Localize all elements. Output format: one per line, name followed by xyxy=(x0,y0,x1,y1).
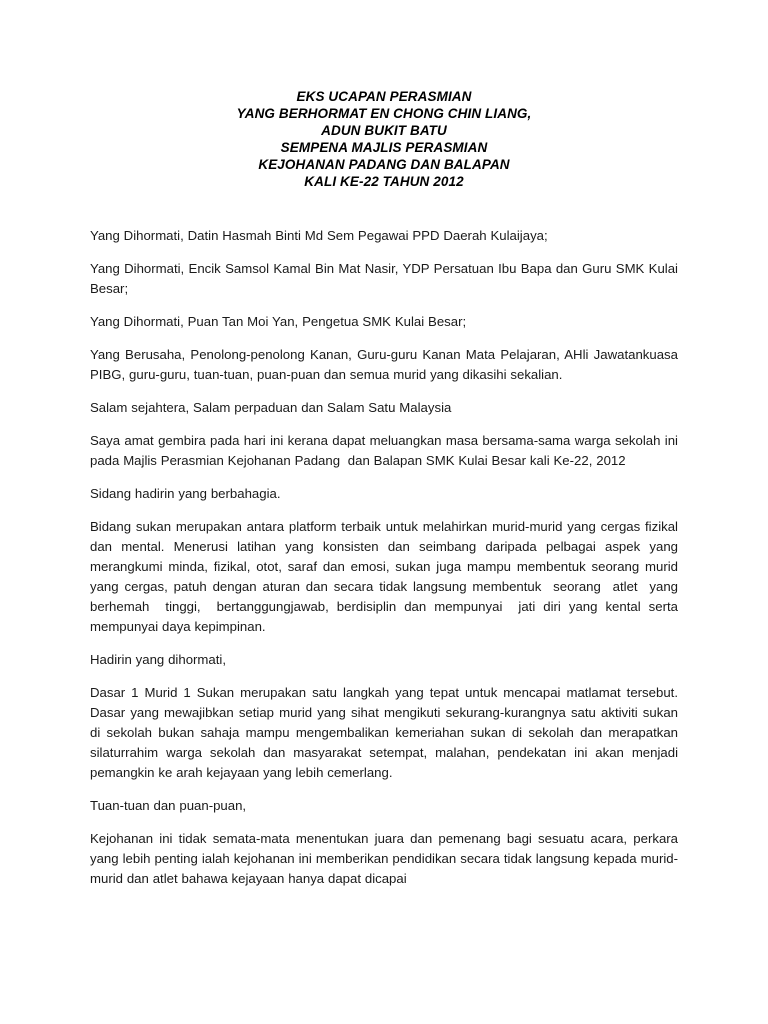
paragraph-salutation-1: Yang Dihormati, Datin Hasmah Binti Md Sem Pegawai PPD Daerah Kulaijaya; xyxy=(90,228,548,243)
paragraph-address-sidang-hadirin: Sidang hadirin yang berbahagia. xyxy=(90,486,281,501)
document-title-block xyxy=(90,0,678,190)
paragraph-salutation-2: Yang Dihormati, Encik Samsol Kamal Bin Mat Nasir, YDP Persatuan Ibu Bapa dan Guru SMK Kulai Besar; xyxy=(90,261,682,296)
title-line-4: SEMPENA MAJLIS PERASMIAN xyxy=(280,140,488,155)
document-content xyxy=(90,0,682,889)
paragraph-address-hadirin: Hadirin yang dihormati, xyxy=(90,652,227,667)
paragraph-body-sukan: Bidang sukan merupakan antara platform terbaik untuk melahirkan murid-murid yang cergas fizikal dan mental. Menerusi latihan yang konsisten dan seimbang daripada pelbagai aspek yang merangkumi minda, fizikal, otot, saraf dan emosi, sukan juga mampu membentuk seorang murid yang cergas, patuh dengan aturan dan secara tidak langsung membentuk seorang atlet yang berhemah tinggi, bertanggungjawab, berdisiplin dan mempunyai jati diri yang kental serta mempunyai daya kepimpinan. xyxy=(90,519,682,634)
title-line-1: EKS UCAPAN PERASMIAN xyxy=(296,89,472,104)
paragraph-body-kejohanan: Kejohanan ini tidak semata-mata menentukan juara dan pemenang bagi sesuatu acara, perkara yang lebih penting ialah kejohanan ini memberikan pendidikan secara tidak langsung kepada murid-murid dan atlet bahawa kejayaan hanya dapat dicapai xyxy=(90,831,682,886)
document-body xyxy=(90,226,682,889)
title-line-6: KALI KE-22 TAHUN 2012 xyxy=(304,174,464,189)
title-line-2: YANG BERHORMAT EN CHONG CHIN LIANG, xyxy=(236,106,532,121)
paragraph-salutation-4: Yang Berusaha, Penolong-penolong Kanan, Guru-guru Kanan Mata Pelajaran, AHli Jawatankuasa PIBG, guru-guru, tuan-tuan, puan-puan dan semua murid yang dikasihi sekalian. xyxy=(90,347,682,382)
paragraph-opening-remarks: Saya amat gembira pada hari ini kerana dapat meluangkan masa bersama-sama warga sekolah ini pada Majlis Perasmian Kejohanan Padang dan Balapan SMK Kulai Besar kali Ke-22, 2012 xyxy=(90,433,682,468)
title-line-3: ADUN BUKIT BATU xyxy=(321,123,447,138)
paragraph-address-tuan-puan: Tuan-tuan dan puan-puan, xyxy=(90,798,247,813)
title-line-5: KEJOHANAN PADANG DAN BALAPAN xyxy=(258,157,510,172)
paragraph-greeting: Salam sejahtera, Salam perpaduan dan Salam Satu Malaysia xyxy=(90,400,452,415)
paragraph-body-dasar: Dasar 1 Murid 1 Sukan merupakan satu langkah yang tepat untuk mencapai matlamat tersebut. Dasar yang mewajibkan setiap murid yang sihat mengikuti sekurang-kurangnya satu aktiviti sukan di sekolah bukan sahaja mampu mengembalikan kemeriahan sukan di sekolah dan merapatkan silaturrahim warga sekolah dan masyarakat setempat, malahan, pendekatan ini akan menjadi pemangkin ke arah kejayaan yang lebih cemerlang. xyxy=(90,685,682,780)
paragraph-salutation-3: Yang Dihormati, Puan Tan Moi Yan, Pengetua SMK Kulai Besar; xyxy=(90,314,467,329)
